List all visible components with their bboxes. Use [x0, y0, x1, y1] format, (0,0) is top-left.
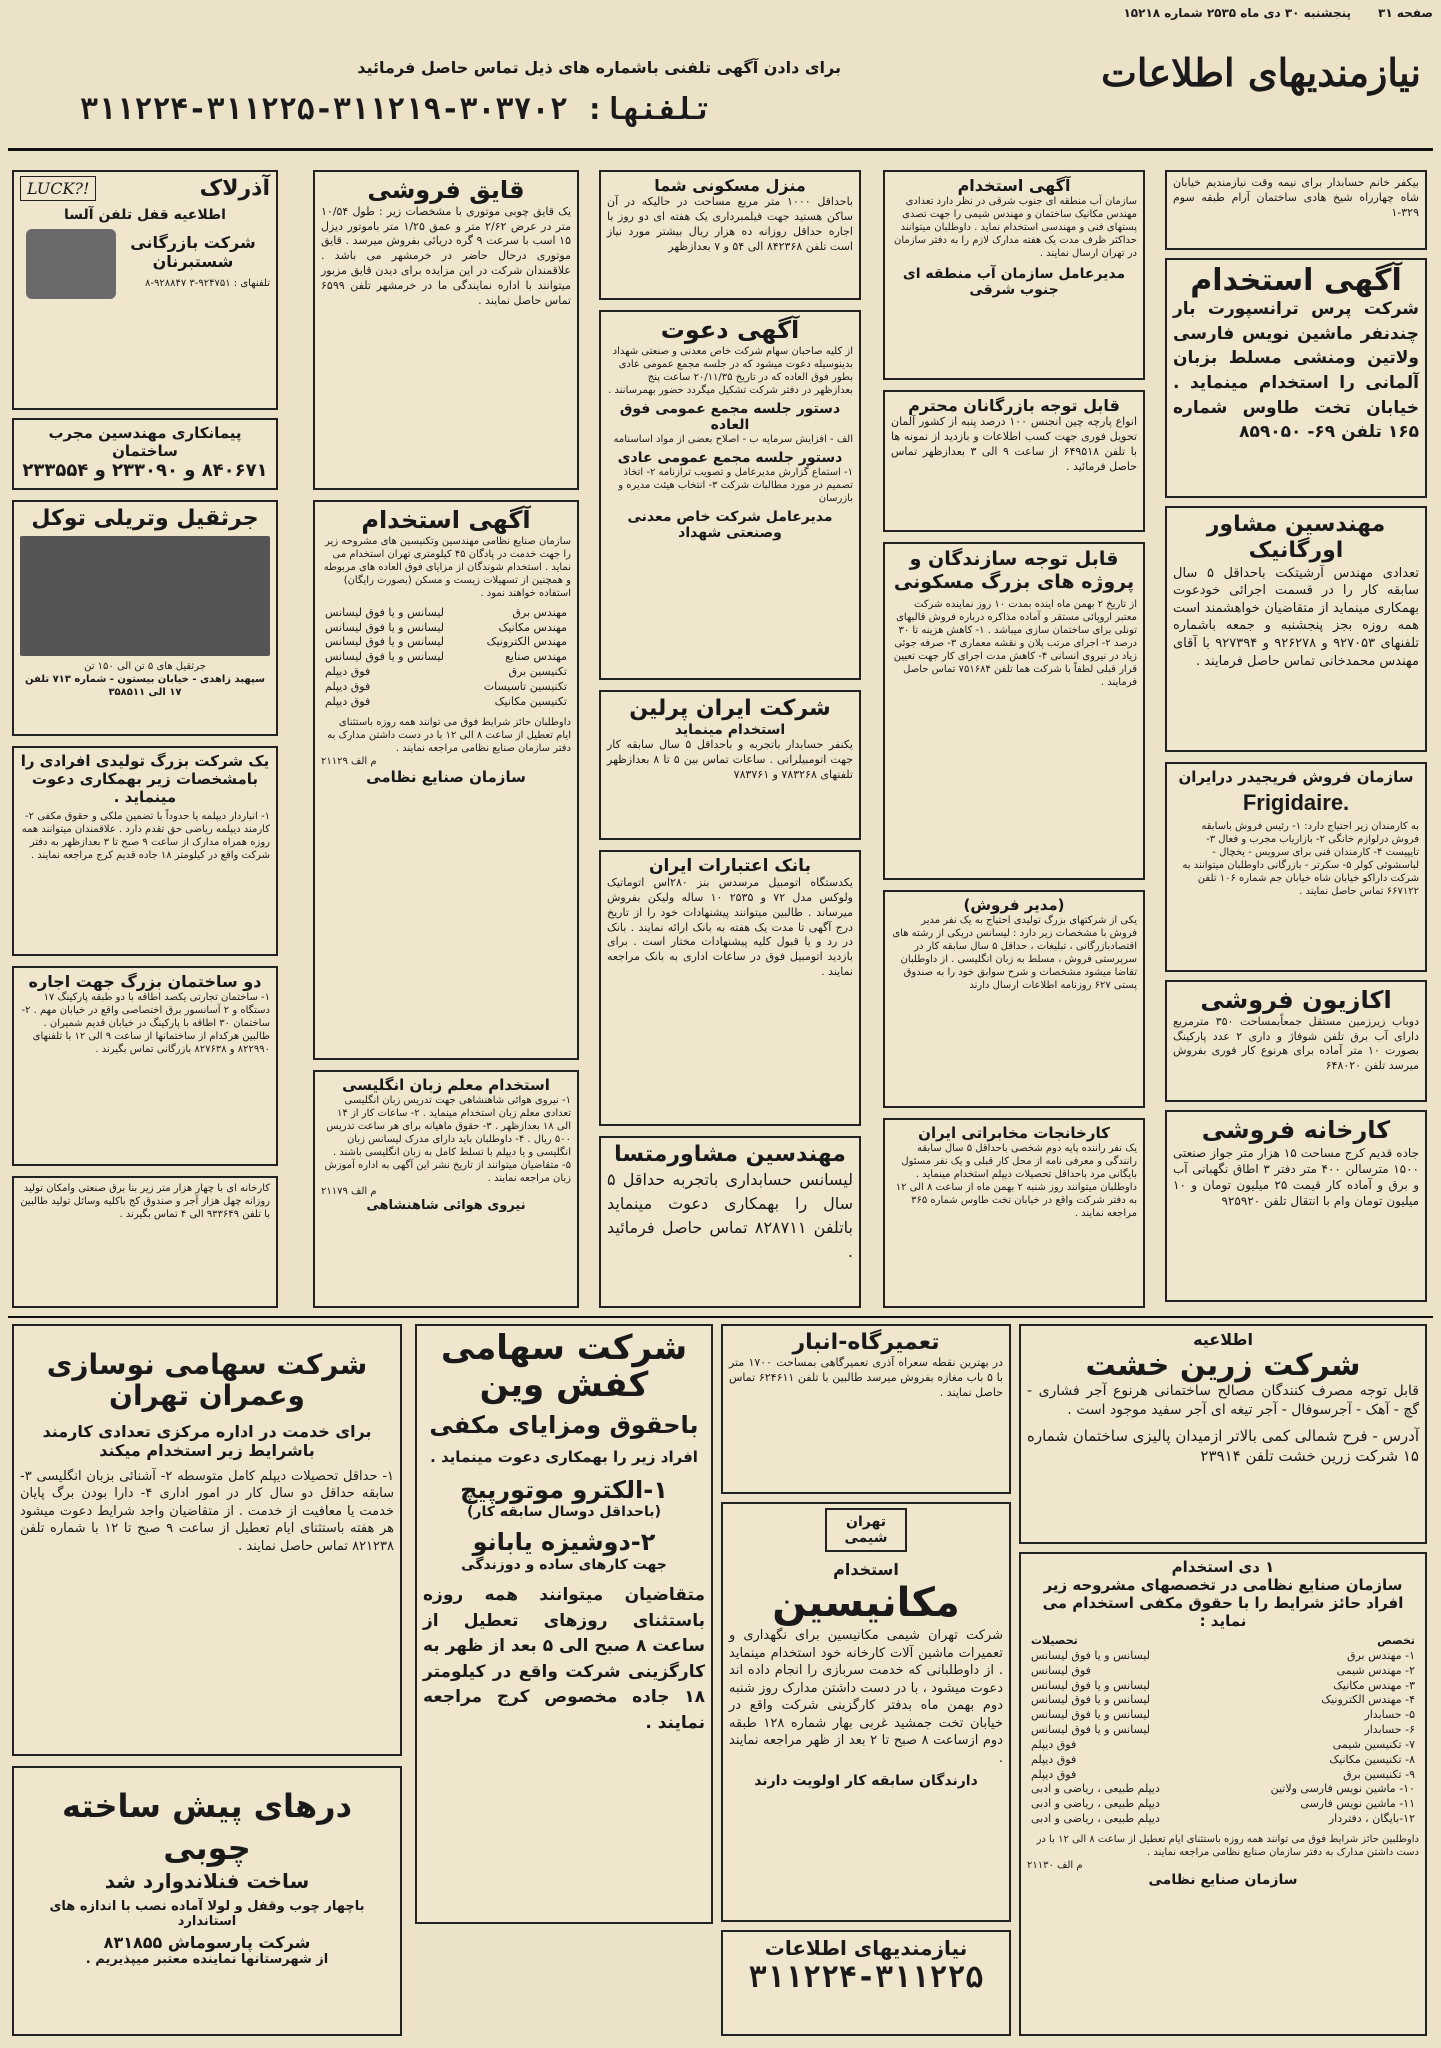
ad-subtitle: ۱ دی استخدام: [1171, 1558, 1275, 1576]
ad-ref: م الف ۲۱۱۳۰: [1027, 1859, 1083, 1871]
ad-text: ۱- انباردار دیپلمه یا حدوداً با تضمین ملکی و حقوق مکفی ۲- کارمند دیپلمه ریاضی حق تقدم دارد . علاقمندان میتوانند همه روزه همراه مدارک از ساعت ۹ صبح تا ۳ بعدازظهر به دفتر شرکت واقع در کیلومتر ۱۸ جاده قدیم کرج مراجعه نمایند .: [21, 811, 270, 861]
ad-title: منزل مسکونی شما: [654, 176, 806, 195]
ad-text: به کارمندان زیر احتیاج دارد: ۱- رئیس فروش باسابقه فروش درلوازم خانگی ۲- بازاریاب مجرب و فعال ۳- تایپیست ۴- کارمندان فنی برای سرویس - یخچال - لباسشوئی کولر ۵- سکرتر - بازرگانی داوطلبان میتوانند به شرکت داراکو خیابان شاه خیابان جم شماره ۱۰۶ تلفن ۶۶۷۱۲۲ تماس حاصل نمایند .: [1182, 821, 1419, 897]
table-row: ۹- تکنیسین برق فوق دیپلم: [1031, 1767, 1415, 1781]
ad-military-industries-2: [1019, 1552, 1427, 2036]
ad-title: بانک اعتبارات ایران: [649, 856, 811, 876]
ad-subtitle: استخدام مینماید: [674, 722, 786, 739]
ad-title: کارخانه فروشی: [1201, 1116, 1391, 1144]
ad-text: سازمان آب منطقه ای جنوب شرقی در نظر دارد تعدادی مهندس مکانیک ساختمان و مهندس شیمی را جهت تصدی پستهای فنی و مهندسی استخدام نماید . داوطلبان میتوانند حداکثر ظرف مدت یک هفته مدارک لازم را به دفتر سازمان در تهران ارسال نمایند .: [893, 196, 1137, 259]
ad-title: دو ساختمان بزرگ جهت اجاره: [28, 972, 262, 991]
agenda-title: دستور جلسه مجمع عمومی فوق العاده: [619, 400, 841, 433]
ad-text: برای خدمت در اداره مرکزی تعدادی کارمند باشرایط زیر استخدام میکند: [42, 1421, 372, 1460]
ad-press-transport: [1165, 258, 1427, 498]
ad-subtitle: اطلاعیه: [1193, 1330, 1253, 1349]
ad-textile: [883, 390, 1145, 532]
list-item: تکنیسین مکانیک فوق دیپلم: [325, 694, 567, 708]
ad-zarrin-khesht: [1019, 1324, 1427, 1544]
ad-title: پیمانکاری مهندسین مجرب ساختمان: [48, 424, 242, 460]
ad-text: باچهار چوب وقفل و لولا آماده نصب با اندازه های استاندارد: [49, 1899, 365, 1930]
ad-military-industries: [313, 500, 579, 1060]
issue-date: پنجشنبه ۳۰ دی ماه ۲۵۳۵ شماره ۱۵۲۱۸: [1123, 6, 1351, 20]
table-header: تخصص تحصیلات: [1031, 1634, 1415, 1647]
ad-title: تعمیرگاه-انبار: [792, 1330, 940, 1355]
ad-text: قابل توجه مصرف کنندگان مصالح ساختمانی هرنوع آجر فشاری - گچ - آهک - آجرسوفال - آجر تیغه ای آجر سفید موجود است .: [1027, 1383, 1419, 1418]
job-1-note: (باحداقل دوسال سابقه کار): [467, 1504, 661, 1521]
ad-text: باحداقل ۱۰۰۰ متر مربع مساحت در حالیکه در آن ساکن هستید جهت فیلمبرداری یک هفته ای دو روز با اجاره حداقل روزانه ده هزار ریال بیشتر مورد نیاز است تلفن ۸۴۲۳۶۸ الی ۵۴ و ۷ بعدازظهر: [607, 195, 853, 253]
ad-sales-manager: [883, 890, 1145, 1108]
ad-subtitle: ساخت فنلاندوارد شد: [104, 1869, 310, 1894]
ad-title: شرکت ایران پرلین: [629, 696, 831, 721]
ad-note: از شهرستانها نماینده معتبر میپذیریم .: [85, 1952, 329, 1968]
header-rule: [8, 148, 1433, 151]
ad-iran-perlin: [599, 690, 861, 840]
ad-notice: اطلاعیه قفل تلفن آلسا: [64, 207, 226, 223]
job-2: ۲-دوشیزه یابانو: [472, 1528, 656, 1557]
ad-title: شرکت سهامی کفش وین: [440, 1328, 688, 1406]
ad-text: کارخانه ای با چهار هزار متر زیر بنا برق صنعتی وامکان تولید روزانه چهل هزار آجر و صندوق کج باکلیه وسائل تولید طالبین با تلفن ۹۳۳۶۴۹ الی ۴ تماس بگیرند .: [20, 1183, 270, 1220]
jobs-list: [321, 606, 571, 710]
ad-accountant: [1165, 170, 1427, 250]
header-phones: تلفنها: ۳۰۳۷۰۲-۳۱۱۲۱۹-۳۱۱۲۲۵-۳۱۱۲۲۴: [80, 92, 713, 127]
ad-text: ۱- ساختمان تجارتی یکصد اطاقه با دو طبقه پارکینگ ۱۷ دستگاه و ۲ آسانسور برق اختصاصی واقع در خیابان مهم . ۲- ساختمان ۳۰ اطاقه با پارکینگ در خیابان قدیم شمیران . طالبین هرکدام از ساختمانها از ساعت ۹ الی ۱۲ با تلفنهای ۸۲۲۹۹۰ و ۸۲۷۶۳۸ بازرگانی تماس بگیرند .: [21, 992, 270, 1055]
ad-signature: سازمان صنایع نظامی: [366, 767, 526, 786]
ad-text: بیکفر خانم حسابدار برای نیمه وقت نیازمندیم خیابان شاه چهارراه شیخ هادی ساختمان آرام طبقه سوم ۳۲۹-۱: [1173, 176, 1419, 219]
ad-english-teacher: [313, 1070, 579, 1308]
ad-building-rent: [12, 966, 278, 1166]
ad-text: تعدادی مهندس آرشیتکت باحداقل ۵ سال سابقه کار را در قسمت اجرائی خودعوت بهمکاری مینماید از متقاضیان خواهشمند است همه روزه بجز پنجشنبه و جمعه باشماره تلفنهای ۹۲۷۰۵۳ و ۹۲۶۲۷۸ و ۹۲۷۳۹۴ با آقای مهندس محمدخانی تماس حاصل فرمایند .: [1173, 565, 1420, 669]
ad-address: آدرس - فرح شمالی کمی بالاتر ازمیدان پالیزی ساختمان شماره ۱۵ شرکت زرین خشت تلفن ۲۳۹۱۴: [1027, 1426, 1419, 1466]
frigidaire-logo: Frigidaire.: [1242, 790, 1350, 815]
table-row: ۱۱- ماشین نویس فارسی دیپلم طبیعی ، ریاضی و ادبی: [1031, 1797, 1415, 1811]
ad-title: (مدیر فروش): [963, 896, 1065, 914]
ad-title: آگهی استخدام: [361, 506, 531, 534]
list-item: مهندس مکانیک لیسانس و یا فوق لیسانس: [325, 620, 567, 634]
ad-title: مکانیسین: [772, 1580, 960, 1626]
table-row: ۸- تکنیسین مکانیک فوق دیپلم: [1031, 1752, 1415, 1766]
ad-repair-warehouse: [721, 1324, 1011, 1494]
table-row: ۱۲-بایگان ، دفتردار دیپلم طبیعی ، ریاضی و ادبی: [1031, 1812, 1415, 1826]
ad-production-company: [12, 746, 278, 956]
ad-title: سازمان فروش فریجیدر درایران: [1178, 768, 1414, 786]
table-row: ۴- مهندس الکترونیک لیسانس و یا فوق لیسانس: [1031, 1693, 1415, 1707]
job-2-note: جهت کارهای ساده و دوزندگی: [461, 1557, 667, 1574]
ad-text: شرکت تهران شیمی مکانیسین برای نگهداری و تعمیرات ماشین آلات کارخانه خود استخدام مینماید . از داوطلبانی که خدمت سربازی را انجام داده اند دعوت میشود ، با در دست داشتن مدارک روز شنبه دوم بهمن ماه بدفتر کارگزینی شرکت واقع در خیابان تخت جمشید غربی بهار شماره ۱۲۸ طبقه دوم ازساعت ۸ صبح تا ۲ بعد از ظهر مراجعه نمایند .: [729, 1628, 1003, 1766]
ad-text: جاده قدیم کرج مساحت ۱۵ هزار متر جواز صنعتی ۱۵۰۰ مترسالن ۴۰۰ متر دفتر ۳ اطاق نگهبانی آب و برق و آماده کار قیمت ۲۵ میلیون تومان و ۱۰ میلیون تومان وام با انتقال تلفن ۹۲۵۹۲۰: [1173, 1145, 1419, 1209]
ad-title: سازمان صنایع نظامی در تخصصهای مشروحه زیر افراد حائز شرایط را با حقوق مکفی استخدام می نماید :: [1042, 1576, 1404, 1630]
jobs-table: [1027, 1634, 1419, 1827]
ad-text: یک قایق چوبی موتوری با مشخصات زیر : طول ۱۰/۵۴ متر در عرض ۲/۶۲ متر و عمق ۱/۲۵ متر باموتور دیزل ۱۵ اسب با سرعت ۹ گره دریائی بفروش میرسد . قایق موتوری درحال حاضر در خرمشهر می باشد . علاقمندان شرکت در این مزایده برای دیدن قایق مزبور میتوانند با اداره نمایندگی ما در خرمشهر تلفن ۶۵۹۹ تماس حاصل نمایند .: [321, 204, 571, 307]
table-row: ۷- تکنیسین شیمی فوق دیپلم: [1031, 1737, 1415, 1751]
ad-subtitle: باحقوق ومزایای مکفی: [429, 1410, 699, 1439]
ad-note: داوطلبین حائز شرایط فوق می توانند همه روزه باستثنای ایام تعطیل از ساعت ۸ الی ۱۲ با در دست داشتن مدارک به دفتر سازمان صنایع نظامی مراجعه نمایند .: [1036, 1833, 1419, 1858]
ad-title: قابل توجه بازرگانان محترم: [908, 396, 1120, 415]
ad-contractor: [12, 418, 278, 490]
section-rule: [8, 1316, 1433, 1318]
call-instruction: برای دادن آگهی تلفنی باشماره های ذیل تماس حاصل فرمائید: [357, 58, 841, 77]
ad-title: درهای پیش ساخته چوبی: [62, 1787, 352, 1867]
table-row: ۵- حسابدار لیسانس و یا فوق لیسانس: [1031, 1708, 1415, 1722]
agenda-items: الف - افزایش سرمایه ب - اصلاح بعضی از مواد اساسنامه: [613, 433, 853, 445]
ad-title: آگهی استخدام: [957, 176, 1071, 195]
luck-logo: LUCK?!: [20, 176, 96, 201]
ad-text: یکی از شرکتهای بزرگ تولیدی احتیاج به یک نفر مدیر فروش با مشخصات زیر دارد : لیسانس دریکی از رشته های اقتصادبازرگانی ، تبلیغات ، حداقل ۵ سال سابقه کار در سرپرستی فروش ، مسلط به زبان انگلیسی . از داوطلبان تقاضا میشود مشخصات و شرح سوابق خود را به صندوق پستی ۶۲۷ روزنامه اطلاعات ارسال دارند: [892, 915, 1137, 991]
ad-occasion-sale: [1165, 980, 1427, 1102]
ad-title: نیازمندیهای اطلاعات: [764, 1936, 968, 1960]
ad-phone: ۳۱۱۲۲۴-۳۱۱۲۲۵: [748, 1960, 984, 1995]
list-item: تکنیسین برق فوق دیپلم: [325, 665, 567, 679]
ad-title: مهندسین مشاور اورگانیک: [1206, 512, 1386, 564]
ad-brick-factory: [12, 1176, 278, 1308]
table-row: ۶- حسابدار لیسانس و یا فوق لیسانس: [1031, 1723, 1415, 1737]
lock-icon: [26, 229, 116, 299]
ad-text: افراد زیر را بهمکاری دعوت مینماید .: [430, 1447, 698, 1466]
ad-water-org: [883, 170, 1145, 380]
ad-title: آگهی استخدام: [1190, 263, 1402, 298]
table-row: ۳- مهندس مکانیک لیسانس و یا فوق لیسانس: [1031, 1678, 1415, 1692]
ad-title: آگهی دعوت: [660, 316, 800, 344]
ad-phone: ۸۴۰۶۷۱ و ۲۳۳۰۹۰ و ۲۳۳۵۵۴: [22, 460, 268, 481]
company-logo: تهران شیمی: [825, 1508, 907, 1552]
ad-phone: شرکت پارسوماش ۸۳۱۸۵۵: [103, 1933, 311, 1953]
ad-text: یکدستگاه اتومبیل مرسدس بنز ۲۸۰اس اتوماتیک ولوکس مدل ۷۲ و ۲۵۳۵ ۱۰ ساله ولیکن بفروش میرساند . طالبین میتوانند پیشنهادات خود را از تاریخ درج آگهی تا مدت یک هفته به بانک ارائه نمایند . بانک در رد و یا قبول کلیه پیشنهادات مختار است . برای بازدید اتومبیل فوق در ساعات اداری به بانک مراجعه نمایند .: [607, 876, 853, 979]
ad-title: مهندسین مشاورمتسا: [614, 1142, 846, 1167]
list-item: تکنیسین تاسیسات فوق دیپلم: [325, 680, 567, 694]
ad-text: ۱- نیروی هوائی شاهنشاهی جهت تدریس زبان انگلیسی تعدادی معلم زبان استخدام مینماید . ۲- ساعات کار از ۱۴ الی ۱۸ بعدازظهر . ۳- حقوق ماهیانه برای هر ساعت تدریس ۵۰۰ ریال . ۴- داوطلبان باید دارای مدرک لیسانس زبان انگلیسی و یا دیپلم با تسلط کامل به زبان انگلیسی باشند . ۵- متقاضیان میتوانند از تاریخ نشر این آگهی به اداره آموزش زبان مراجعه نمایند .: [324, 1095, 571, 1184]
ad-text: لیسانس حسابداری باتجربه حداقل ۵ سال را بهمکاری دعوت مینماید باتلفن ۸۲۸۷۱۱ تماس حاصل فرمائید .: [607, 1170, 853, 1262]
ad-title: آذرلاک: [199, 176, 270, 201]
ad-text: از کلیه صاحبان سهام شرکت خاص معدنی و صنعتی شهداد بدینوسیله دعوت میشود که در جلسه مجمع عمومی عادی بطور فوق العاده که در تاریخ ۲۰/۱۱/۳۵ ساعت پنج بعدازظهر در دفتر شرکت تشکیل میگردد حضور بهمرسانند .: [608, 345, 853, 396]
ad-apply: متقاضیان میتوانند همه روزه باستثنای روزهای تعطیل از ساعت ۸ صبح الی ۵ بعد از ظهر به کارگزینی شرکت واقع در کیلومتر ۱۸ جاده مخصوص کرج مراجعه نمایند .: [423, 1585, 705, 1733]
ad-note: دارندگان سابقه کار اولویت دارند: [754, 1773, 978, 1790]
list-item: مهندس صنایع لیسانس و یا فوق لیسانس: [325, 650, 567, 664]
ad-text: شرکت پرس ترانسپورت بار چندنفر ماشین نویس فارسی ولاتین ومنشی مسلط بزبان آلمانی را استخدام مینماید . خیابان تخت طاوس شماره ۱۶۵ تلفن ۶۹- ۸۵۹۰۵۰: [1173, 299, 1419, 443]
ad-title: قایق فروشی: [367, 176, 525, 204]
ad-text: جرثقیل های ۵ تن الی ۱۵۰ تن: [84, 661, 206, 673]
agenda-items-2: ۱- استماع گزارش مدیرعامل و تصویب ترازنامه ۲- اتخاذ تصمیم در مورد مطالبات شرکت ۳- انتخاب هیئت مدیره و بازرسان: [618, 466, 853, 504]
ad-kafsh-vin: [415, 1324, 713, 1924]
page-number: صفحه ۳۱: [1378, 6, 1433, 20]
ad-ref: م الف ۲۱۱۷۹: [321, 1186, 377, 1197]
ad-telecom: [883, 1118, 1145, 1308]
list-item: مهندس برق لیسانس و یا فوق لیسانس: [325, 605, 567, 619]
ad-subtitle: استخدام: [833, 1560, 899, 1579]
ad-title: استخدام معلم زبان انگلیسی: [342, 1076, 550, 1094]
ad-boat-sale: [313, 170, 579, 490]
ad-title: شرکت سهامی نوسازی وعمران تهران: [46, 1348, 368, 1412]
ad-title: قابل توجه سازندگان و پروژه های بزرگ مسکونی: [893, 548, 1135, 593]
ad-factory-sale: [1165, 1110, 1427, 1302]
ad-text: دوباب زیرزمین مستقل جمعاًبمساحت ۳۵۰ مترمربع دارای آب برق تلفن شوفاژ و داری ۲ عدد پارکینگ بصورت ۱۰ متر آماده برای هرنوع کار فوری بفروش میرسد تلفن ۶۴۸۰۲۰: [1173, 1014, 1419, 1073]
ad-text: در بهترین نقطه سعراه آذری تعمیرگاهی بمساحت ۱۷۰۰ متر با ۵ باب مغازه بفروش میرسد طالبین با تلفن ۶۲۴۶۱۱ تماس حاصل نمایند .: [729, 1356, 1003, 1400]
table-row: ۱- مهندس برق لیسانس و یا فوق لیسانس: [1031, 1648, 1415, 1662]
agenda-title-2: دستور جلسه مجمع عمومی عادی: [617, 449, 843, 466]
ad-invitation: [599, 310, 861, 680]
page-title: نیازمندیهای اطلاعات: [1101, 50, 1421, 95]
ad-niazmandiha: [721, 1930, 1011, 2036]
ad-items: ۱- حداقل تحصیلات دیپلم کامل متوسطه ۲- آشنائی بزبان انگلیسی ۳- سابقه حداقل دو سال کار در امور اداری ۴- دارا بودن برگ پایان خدمت یا معافیت از خدمت . از متقاضیان واجد شرایط دعوت میشود هر هفته باستثنای ایام تعطیل از ساعت ۹ صبح تا ۱۲ با شماره تلفن ۸۲۱۲۳۸ تماس حاصل نمایند .: [20, 1468, 395, 1554]
ad-signature: نیروی هوائی شاهنشاهی: [366, 1198, 526, 1213]
ad-text: یک نفر راننده پایه دوم شخصی باحداقل ۵ سال سابقه رانندگی و معرفی نامه از محل کار قبلی و یک نفر مسئول بایگانی مرد باحداقل تحصیلات دیپلم استخدام مینماید . داوطلبان میتوانند روز شنبه ۲ بهمن ماه از ساعت ۸ الی ۱۲ به دفتر شرکت واقع در خیابان تخت طاوس شماره ۳۶۵ مراجعه نمایند .: [895, 1143, 1137, 1219]
ad-text: شرکت بازرگانی شستبرنان: [130, 233, 256, 271]
ad-signature: سازمان صنایع نظامی: [1148, 1871, 1298, 1888]
ad-nosazi-tehran: [12, 1324, 402, 1756]
ad-frigidaire: [1165, 762, 1427, 972]
ad-tehran-shimi: [721, 1502, 1011, 1922]
table-row: ۲- مهندس شیمی فوق لیسانس: [1031, 1663, 1415, 1677]
table-row: ۱۰- ماشین نویس فارسی ولاتین دیپلم طبیعی ، ریاضی و ادبی: [1031, 1782, 1415, 1796]
ad-text: سازمان صنایع نظامی مهندسین وتکنیسین های مشروحه زیر را جهت خدمت در پادگان ۴۵ کیلومتری تهران استخدام می نماید . استخدام شوندگان از مزایای فوق العاده های مربوطه و همچنین از تسهیلات زیست و مسکن (بصورت رایگان) استفاده خواهند نمود .: [323, 535, 571, 599]
ad-prefab-doors: [12, 1766, 402, 2036]
ad-signature: مدیرعامل شرکت خاص معدنی وصنعتی شهداد: [627, 508, 833, 541]
crane-image: [20, 536, 270, 656]
ad-title: اکازیون فروشی: [1200, 986, 1392, 1014]
ad-address: سپهبد زاهدی - خیابان بیستون - شماره ۷۱۳ تلفن ۱۷ الی ۳۵۸۵۱۱: [25, 674, 265, 699]
ad-credit-bank: [599, 850, 861, 1126]
list-item: مهندس الکترونیک لیسانس و یا فوق لیسانس: [325, 635, 567, 649]
ad-builders: [883, 542, 1145, 880]
ad-organic: [1165, 506, 1427, 752]
ad-text: انواع پارچه چین انجنس ۱۰۰ درصد پنبه از کشور آلمان تحویل فوری جهت کسب اطلاعات و بازدید از نمونه ها با تلفن ۶۴۹۵۱۸ از ساعت ۹ الی ۳ بعدازظهر تماس حاصل فرمائید .: [891, 415, 1137, 473]
ad-azarlak: [12, 170, 278, 410]
ad-title: شرکت زرین خشت: [1085, 1348, 1361, 1383]
ad-tavakol-crane: [12, 500, 278, 736]
ad-signature: مدیرعامل سازمان آب منطقه ای جنوب شرقی: [902, 266, 1126, 298]
ad-text: یکنفر حسابدار باتجربه و باحداقل ۵ سال سابقه کار جهت اتومبیلرانی . ساعات تماس بین ۵ تا ۸ بعدازظهر تلفنهای ۷۸۳۲۶۸ و ۷۸۳۷۶۱: [607, 738, 853, 782]
job-1: ۱-الکترو موتورپیچ: [460, 1475, 668, 1504]
ad-ref: م الف ۲۱۱۲۹: [321, 755, 377, 767]
ad-title: یک شرکت بزرگ تولیدی افرادی را بامشخصات زیر بهمکاری دعوت مینماید .: [20, 752, 270, 806]
ad-title: جرثقیل وتریلی توکل: [31, 506, 259, 531]
ad-note: داوطلبان حائز شرایط فوق می توانند همه روزه باستثنای ایام تعطیل از ساعت ۸ الی ۱۲ با در دست داشتن مدارک به دفتر سازمان صنایع نظامی مراجعه نمایند .: [327, 716, 571, 754]
ad-residence: [599, 170, 861, 300]
ad-text: از تاریخ ۲ بهمن ماه اینده بمدت ۱۰ روز نماینده شرکت معتبر اروپائی مستقر و آماده مذاکره درباره فروش قالبهای تونلی برای ساختمان سازی میباشد . ۱- کاهش هزینه تا ۳۰ درصد ۲- اجرای مرتب پلان و نقشه معماری ۳- صرفه جوئی زیاد در نیروی انسانی ۴- کاهش مدت اجرای کار جهت تعیین قرار قبلی لطفاً با شرکت هما تلفن ۷۵۱۶۸۴ تماس حاصل فرمایند .: [893, 598, 1137, 688]
ad-title: کارخانجات مخابراتی ایران: [918, 1124, 1110, 1142]
ad-metsa: [599, 1136, 861, 1308]
ad-phone: تلفنهای : ۹۲۴۷۵۱-۳ ۹۲۸۸۴۷-۸: [144, 278, 270, 289]
